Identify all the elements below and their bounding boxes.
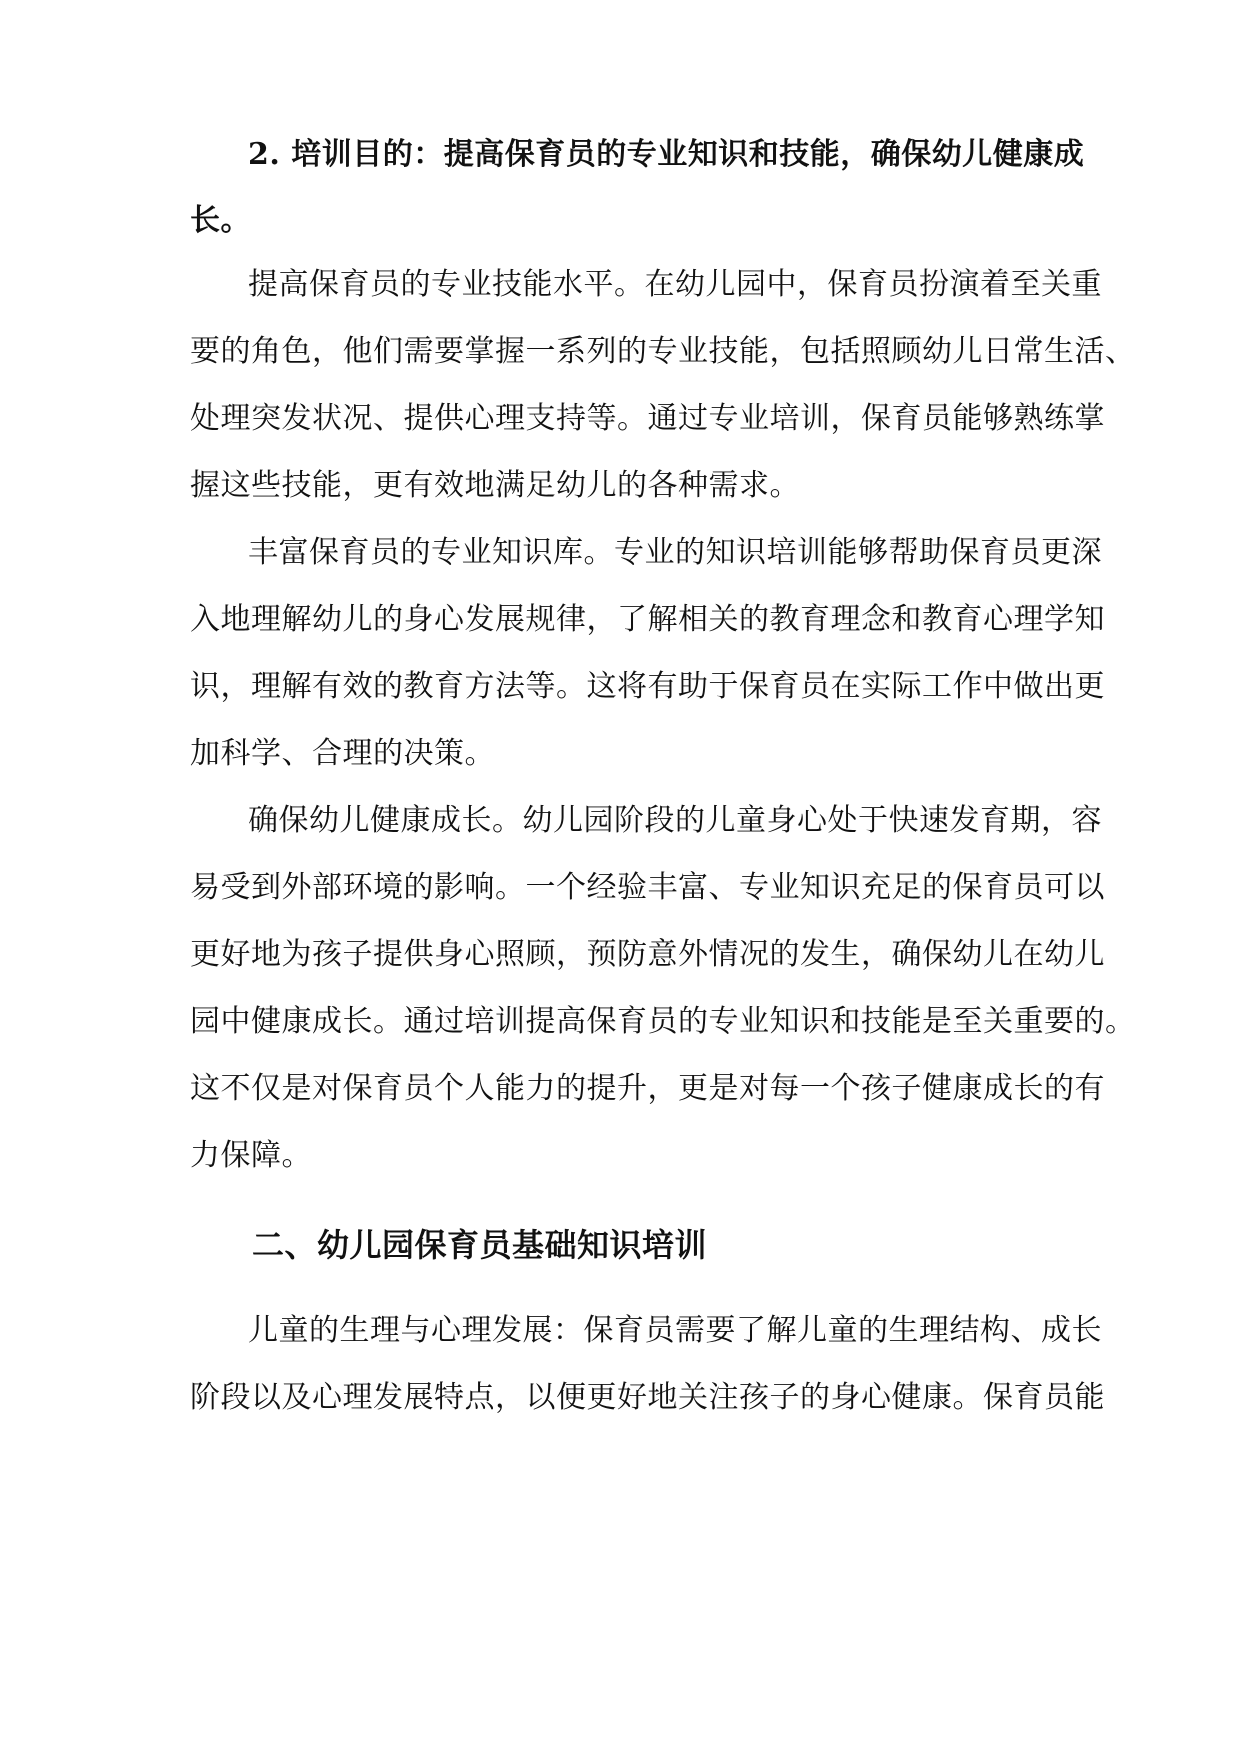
paragraph-health-line: 这不仅是对保育员个人能力的提升，更是对每一个孩子健康成长的有 (190, 1071, 1105, 1106)
objective-heading-line-1: 2. 培训目的：提高保育员的专业知识和技能，确保幼儿健康成 (248, 137, 1085, 172)
paragraph-health-line: 确保幼儿健康成长。幼儿园阶段的儿童身心处于快速发育期，容 (248, 803, 1102, 838)
paragraph-skills-line: 处理突发状况、提供心理支持等。通过专业培训，保育员能够熟练掌 (190, 401, 1105, 436)
section-two-heading: 二、幼儿园保育员基础知识培训 (252, 1226, 708, 1264)
paragraph-knowledge-line: 丰富保育员的专业知识库。专业的知识培训能够帮助保育员更深 (248, 535, 1102, 570)
objective-heading-line-2: 长。 (190, 203, 251, 238)
paragraph-skills-line: 提高保育员的专业技能水平。在幼儿园中，保育员扮演着至关重 (248, 267, 1102, 302)
paragraph-skills-line: 握这些技能，更有效地满足幼儿的各种需求。 (190, 468, 800, 503)
paragraph-skills-line: 要的角色，他们需要掌握一系列的专业技能，包括照顾幼儿日常生活、 (190, 334, 1136, 369)
paragraph-development-line: 儿童的生理与心理发展：保育员需要了解儿童的生理结构、成长 (248, 1313, 1102, 1348)
paragraph-knowledge-line: 入地理解幼儿的身心发展规律，了解相关的教育理念和教育心理学知 (190, 602, 1105, 637)
paragraph-health-line: 园中健康成长。通过培训提高保育员的专业知识和技能是至关重要的。 (190, 1004, 1136, 1039)
paragraph-health-line: 更好地为孩子提供身心照顾，预防意外情况的发生，确保幼儿在幼儿 (190, 937, 1105, 972)
paragraph-health-line: 易受到外部环境的影响。一个经验丰富、专业知识充足的保育员可以 (190, 870, 1105, 905)
paragraph-knowledge-line: 加科学、合理的决策。 (190, 736, 495, 771)
paragraph-knowledge-line: 识，理解有效的教育方法等。这将有助于保育员在实际工作中做出更 (190, 669, 1105, 704)
paragraph-health-line: 力保障。 (190, 1138, 312, 1173)
paragraph-development-line: 阶段以及心理发展特点，以便更好地关注孩子的身心健康。保育员能 (190, 1380, 1105, 1415)
